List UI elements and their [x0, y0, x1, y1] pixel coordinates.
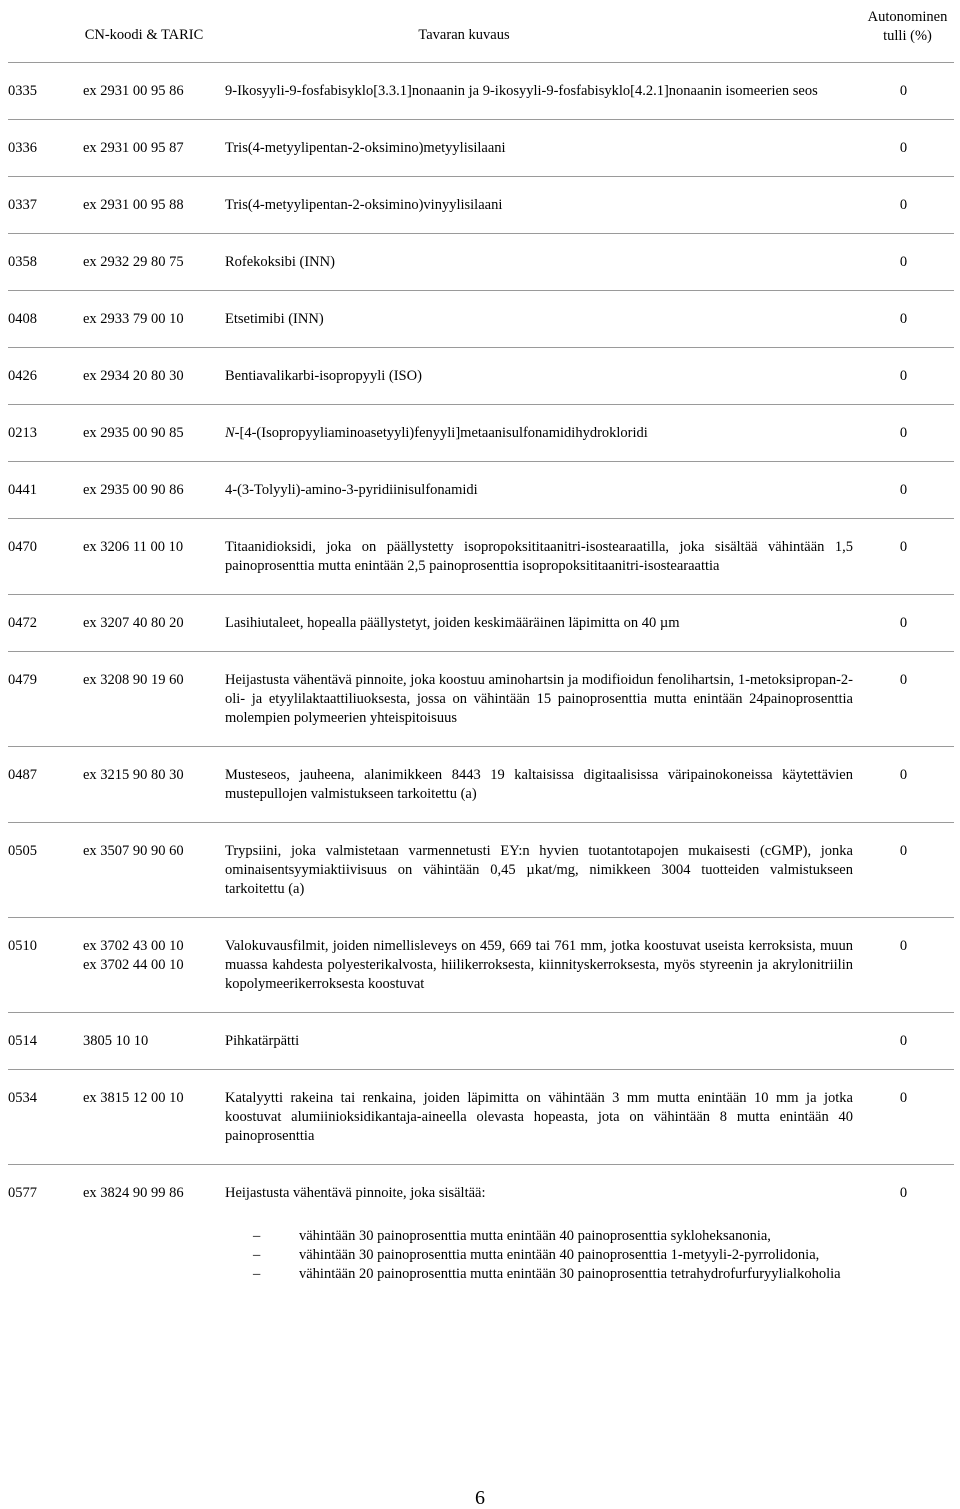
table-row — [8, 63, 954, 120]
serial-number: 0336 — [8, 140, 37, 156]
cn-code-cell — [83, 1165, 225, 1303]
cn-code: ex 2932 29 80 75 — [83, 254, 184, 270]
cn-code-cell — [83, 405, 225, 462]
description-cell — [225, 747, 853, 823]
duty-rate: 0 — [899, 140, 908, 156]
duty-rate: 0 — [899, 1185, 908, 1201]
table-row — [8, 1070, 954, 1165]
table-row — [8, 519, 954, 595]
cn-code: ex 3824 90 99 86 — [83, 1185, 184, 1201]
description: Tris(4-metyylipentan-2-oksimino)metyylisilaani — [225, 140, 506, 156]
table-body — [8, 63, 954, 1303]
table-row — [8, 234, 954, 291]
cn-code: ex 2935 00 90 85 — [83, 425, 184, 441]
cn-code-cell — [83, 918, 225, 1013]
description-prefix: N — [225, 425, 235, 441]
duty-rate: 0 — [899, 539, 908, 555]
header-duty: Autonominen tulli (%) — [853, 8, 954, 63]
cn-code-cell — [83, 652, 225, 747]
serial-number: 0534 — [8, 1090, 37, 1106]
serial-number: 0441 — [8, 482, 37, 498]
cn-code-cell — [83, 234, 225, 291]
cn-code: ex 3702 44 00 10 — [83, 957, 184, 973]
serial-number: 0479 — [8, 672, 37, 688]
cn-code: ex 3507 90 90 60 — [83, 843, 184, 859]
description-text — [225, 937, 853, 994]
dash-bullet: – — [253, 1228, 261, 1244]
cn-code-cell — [83, 823, 225, 918]
description: Bentiavalikarbi-isopropyyli (ISO) — [225, 368, 422, 384]
list-item — [225, 1246, 853, 1265]
header-cn-code: CN-koodi & TARIC — [83, 8, 225, 63]
description-text — [225, 139, 853, 158]
description-cell — [225, 348, 853, 405]
cn-code: ex 2935 00 90 86 — [83, 482, 184, 498]
description: Pihkatärpätti — [225, 1033, 300, 1049]
description: 4-(3-Tolyyli)-amino-3-pyridiinisulfonamidi — [225, 482, 478, 498]
description: Heijastusta vähentävä pinnoite, joka koostuu aminohartsin ja modifioidun fenolihartsin, 1-metoksipropan-2-oli- ja etyylilaktaattiliuoksesta, jossa on vähintään 15 painoprosenttia mutta enintään 24painoprosenttia molempien polymeerien yhteispitoisuus — [225, 672, 853, 726]
list-item — [225, 1265, 853, 1284]
description-cell — [225, 405, 853, 462]
description-text — [225, 1089, 853, 1146]
serial-number: 0577 — [8, 1185, 37, 1201]
description: Heijastusta vähentävä pinnoite, joka sisältää: — [225, 1185, 486, 1201]
cn-code: ex 3215 90 80 30 — [83, 767, 184, 783]
description-text — [225, 310, 853, 329]
cn-code-cell — [83, 1070, 225, 1165]
table-row — [8, 120, 954, 177]
header-number-column — [8, 8, 83, 63]
description-cell — [225, 918, 853, 1013]
description-cell — [225, 595, 853, 652]
description-text — [225, 1032, 853, 1051]
list-item-text: vähintään 30 painoprosenttia mutta enintään 40 painoprosenttia 1-metyyli-2-pyrrolidonia, — [299, 1247, 820, 1263]
description-cell — [225, 291, 853, 348]
description-cell — [225, 177, 853, 234]
cn-code-cell — [83, 1013, 225, 1070]
description-cell — [225, 1013, 853, 1070]
cn-code-cell — [83, 291, 225, 348]
description-cell — [225, 519, 853, 595]
dash-bullet: – — [253, 1247, 261, 1263]
cn-code: 3805 10 10 — [83, 1033, 149, 1049]
description-text — [225, 82, 853, 101]
serial-number: 0470 — [8, 539, 37, 555]
serial-number: 0505 — [8, 843, 37, 859]
description-cell — [225, 462, 853, 519]
table-row — [8, 1165, 954, 1303]
cn-code: ex 3208 90 19 60 — [83, 672, 184, 688]
composition-list — [225, 1227, 853, 1284]
tariff-table — [8, 8, 954, 1302]
cn-code: ex 2931 00 95 87 — [83, 140, 184, 156]
duty-rate: 0 — [899, 843, 908, 859]
cn-code-cell — [83, 348, 225, 405]
description: Rofekoksibi (INN) — [225, 254, 335, 270]
duty-rate: 0 — [899, 368, 908, 384]
cn-code: ex 3207 40 80 20 — [83, 615, 184, 631]
duty-rate: 0 — [899, 482, 908, 498]
cn-code: ex 2934 20 80 30 — [83, 368, 184, 384]
cn-code: ex 2931 00 95 88 — [83, 197, 184, 213]
description-text — [225, 671, 853, 728]
table-row — [8, 918, 954, 1013]
description: 9-Ikosyyli-9-fosfabisyklo[3.3.1]nonaanin ja 9-ikosyyli-9-fosfabisyklo[4.2.1]nonaanin isomeerien seos — [225, 83, 818, 99]
serial-number: 0514 — [8, 1033, 37, 1049]
cn-code-cell — [83, 63, 225, 120]
description-cell — [225, 823, 853, 918]
list-item-text: vähintään 30 painoprosenttia mutta enintään 40 painoprosenttia sykloheksanonia, — [299, 1228, 771, 1244]
cn-code-cell — [83, 120, 225, 177]
cn-code-cell — [83, 462, 225, 519]
cn-code-cell — [83, 177, 225, 234]
description: -[4-(Isopropyyliaminoasetyyli)fenyyli]metaanisulfonamidihydrokloridi — [234, 425, 648, 441]
header-description: Tavaran kuvaus — [225, 8, 853, 63]
description-cell — [225, 234, 853, 291]
description: Trypsiini, joka valmistetaan varmennetusti EY:n hyvien tuotantotapojen mukaisesti (cGMP), jonka ominaisentsyymiaktiivisuus on vähintään 0,45 µkat/mg, nimikkeen 3004 tuotteiden valmistukseen tarkoitettu (a) — [225, 843, 853, 897]
description-text — [225, 196, 853, 215]
serial-number: 0335 — [8, 83, 37, 99]
description-text — [225, 253, 853, 272]
table-row — [8, 348, 954, 405]
serial-number: 0213 — [8, 425, 37, 441]
serial-number: 0337 — [8, 197, 37, 213]
table-row — [8, 823, 954, 918]
table-row — [8, 405, 954, 462]
duty-rate: 0 — [899, 1090, 908, 1106]
serial-number: 0358 — [8, 254, 37, 270]
description-text — [225, 481, 853, 500]
description: Titaanidioksidi, joka on päällystetty isopropoksititaanitri-isostearaatilla, joka sisältää vähintään 1,5 painoprosenttia mutta enintään 2,5 painoprosenttia isopropoksititaanitri-isostearaattia — [225, 539, 853, 574]
cn-code: ex 2931 00 95 86 — [83, 83, 184, 99]
duty-rate: 0 — [899, 311, 908, 327]
table-row — [8, 595, 954, 652]
duty-rate: 0 — [899, 615, 908, 631]
description-cell — [225, 1165, 853, 1303]
cn-code: ex 3702 43 00 10 — [83, 938, 184, 954]
cn-code: ex 3206 11 00 10 — [83, 539, 184, 555]
description: Katalyytti rakeina tai renkaina, joiden läpimitta on vähintään 3 mm mutta enintään 10 mm ja jotka koostuvat alumiinioksidikantaja-aineella olevasta hopeasta, jota on vähintään 8 mutta enintään 40 painoprosenttia — [225, 1090, 853, 1144]
cn-code-cell — [83, 519, 225, 595]
cn-code-cell — [83, 595, 225, 652]
duty-rate: 0 — [899, 672, 908, 688]
description: Lasihiutaleet, hopealla päällystetyt, joiden keskimääräinen läpimitta on 40 µm — [225, 615, 680, 631]
description-text — [225, 424, 853, 443]
serial-number: 0472 — [8, 615, 37, 631]
table-row — [8, 291, 954, 348]
description: Valokuvausfilmit, joiden nimellisleveys on 459, 669 tai 761 mm, jotka koostuvat useista kerroksista, muun muassa kahdesta polyesterikalvosta, hiilikerroksesta, kiinnityskerroksesta, myös styreenin ja akrylonitriilin kopolymeerikerroksesta koostuvat — [225, 938, 853, 992]
table-header-row — [8, 8, 954, 63]
table-row — [8, 177, 954, 234]
list-item-text: vähintään 20 painoprosenttia mutta enintään 30 painoprosenttia tetrahydrofurfuryylialkoholia — [299, 1266, 841, 1282]
description: Musteseos, jauheena, alanimikkeen 8443 19 kaltaisissa digitaalisissa väripainokoneissa käytettävien mustepullojen valmistukseen tarkoitettu (a) — [225, 767, 853, 802]
description-text — [225, 842, 853, 899]
description-text — [225, 538, 853, 576]
description-text — [225, 766, 853, 804]
description-cell — [225, 63, 853, 120]
description-cell — [225, 120, 853, 177]
duty-rate: 0 — [899, 938, 908, 954]
cn-code: ex 2933 79 00 10 — [83, 311, 184, 327]
serial-number: 0408 — [8, 311, 37, 327]
table-row — [8, 747, 954, 823]
description-cell — [225, 652, 853, 747]
cn-code: ex 3815 12 00 10 — [83, 1090, 184, 1106]
description: Etsetimibi (INN) — [225, 311, 324, 327]
table-row — [8, 1013, 954, 1070]
table-row — [8, 462, 954, 519]
dash-bullet: – — [253, 1266, 261, 1282]
duty-rate: 0 — [899, 197, 908, 213]
description-text — [225, 614, 853, 633]
duty-rate: 0 — [899, 425, 908, 441]
duty-rate: 0 — [899, 254, 908, 270]
page-number: 6 — [475, 1487, 485, 1509]
description: Tris(4-metyylipentan-2-oksimino)vinyylisilaani — [225, 197, 503, 213]
table-row — [8, 652, 954, 747]
serial-number: 0426 — [8, 368, 37, 384]
duty-rate: 0 — [899, 767, 908, 783]
description-text — [225, 1184, 853, 1203]
serial-number: 0510 — [8, 938, 37, 954]
duty-rate: 0 — [899, 1033, 908, 1049]
description-cell — [225, 1070, 853, 1165]
description-text — [225, 367, 853, 386]
cn-code-cell — [83, 747, 225, 823]
list-item — [225, 1227, 853, 1246]
serial-number: 0487 — [8, 767, 37, 783]
duty-rate: 0 — [899, 83, 908, 99]
